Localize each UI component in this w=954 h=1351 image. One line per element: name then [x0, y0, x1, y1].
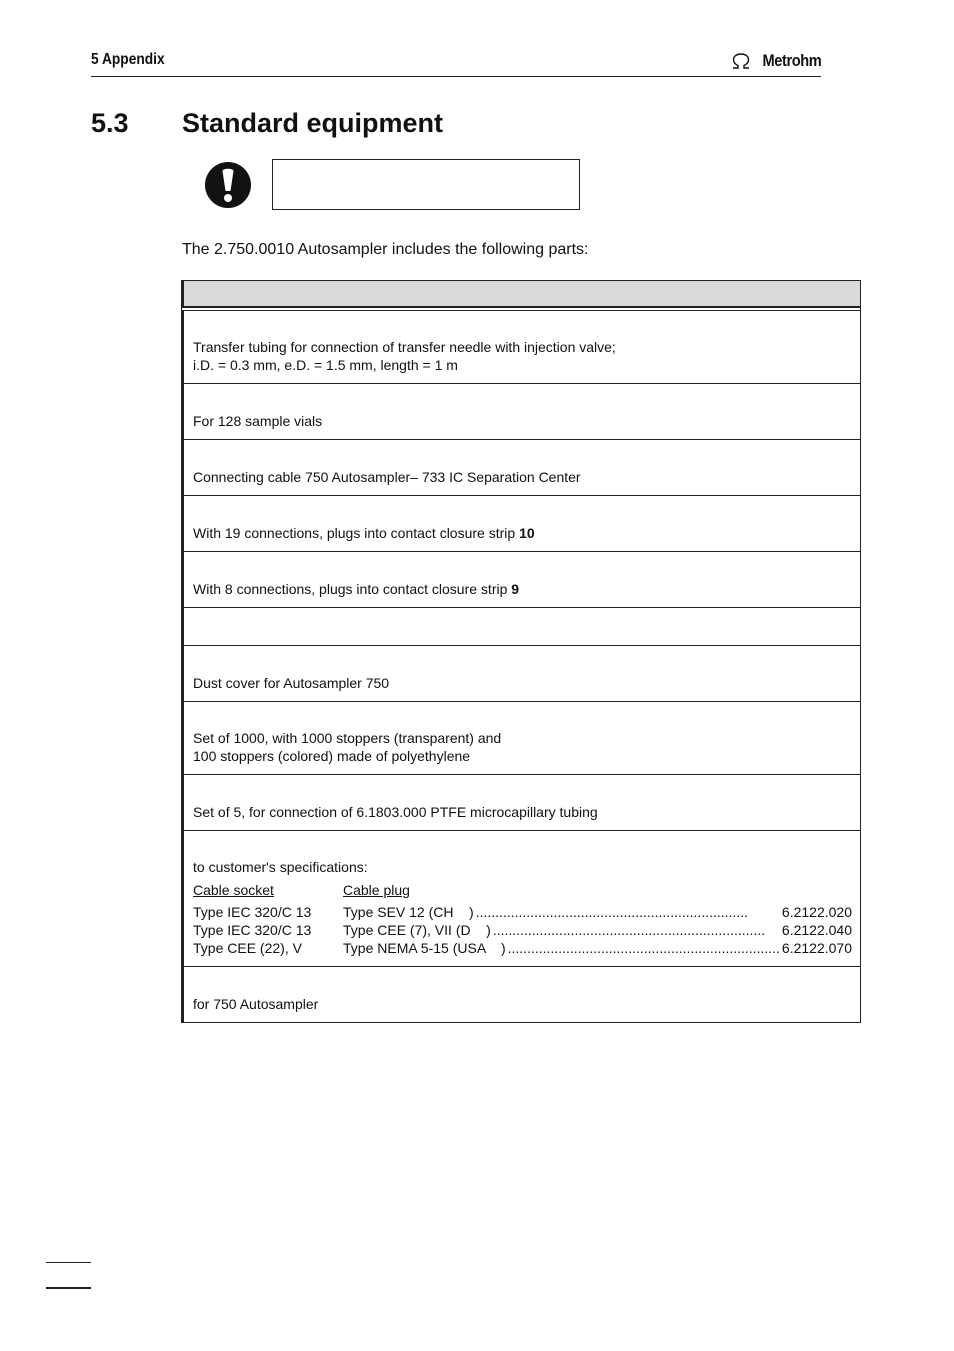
table-header-row — [182, 281, 861, 308]
note-box — [272, 159, 580, 210]
cable-plug: Type NEMA 5-15 (USA ) — [343, 940, 506, 956]
margin-rule — [46, 1262, 91, 1263]
table-row — [182, 831, 861, 967]
page-header — [91, 50, 821, 77]
description-cell — [184, 646, 861, 702]
description-cell — [184, 608, 861, 646]
leader-dots — [493, 921, 780, 939]
cable-plug-entry — [343, 939, 852, 957]
header-section-label: 5 Appendix — [91, 51, 165, 68]
leader-dots — [508, 939, 780, 957]
description-line: to customer's specifications: — [193, 859, 368, 875]
brand-name: Metrohm — [762, 51, 821, 70]
cable-table — [193, 881, 852, 957]
table-row — [182, 967, 861, 1023]
cable-order-code: 6.2122.070 — [781, 940, 852, 956]
cable-socket: Type IEC 320/C 13 — [193, 904, 312, 920]
table-row — [182, 311, 861, 384]
cable-socket: Type CEE (22), V — [193, 940, 302, 956]
table-row — [182, 702, 861, 775]
description-cell — [184, 831, 861, 967]
description-text: With 8 connections, plugs into contact closure strip — [193, 581, 512, 597]
socket-column-header: Cable socket — [193, 882, 274, 898]
cable-order-code: 6.2122.040 — [781, 922, 852, 938]
cable-socket: Type IEC 320/C 13 — [193, 922, 312, 938]
cable-plug: Type SEV 12 (CH ) — [343, 904, 474, 920]
section-title: Standard equipment — [182, 108, 444, 138]
plug-column-header: Cable plug — [343, 882, 410, 898]
table-row — [182, 552, 861, 608]
description-cell — [184, 702, 861, 775]
cable-plug-entry — [343, 903, 852, 921]
description-cell — [184, 967, 861, 1023]
description-cell — [184, 440, 861, 496]
description-text: With 19 connections, plugs into contact closure strip — [193, 525, 520, 541]
margin-rule — [46, 1287, 91, 1289]
description-line: Transfer tubing for connection of transfer needle with injection valve; — [193, 339, 616, 355]
table-row — [182, 384, 861, 440]
strip-number: 9 — [511, 581, 520, 597]
table-row — [182, 775, 861, 831]
description-line: for 750 Autosampler — [193, 996, 319, 1012]
brand-logo — [731, 51, 821, 71]
header-cell — [184, 281, 861, 308]
leader-dots — [476, 903, 780, 921]
table-row — [182, 440, 861, 496]
cable-order-code: 6.2122.020 — [781, 904, 852, 920]
description-line: Connecting cable 750 Autosampler– 733 IC Separation Center — [193, 469, 581, 485]
cable-plug-entry — [343, 921, 852, 939]
description-cell — [184, 552, 861, 608]
strip-number: 10 — [519, 525, 535, 541]
description-line: i.D. = 0.3 mm, e.D. = 1.5 mm, length = 1 m — [193, 357, 458, 373]
description-line: For 128 sample vials — [193, 413, 323, 429]
warning-icon — [204, 161, 252, 209]
description-cell — [184, 775, 861, 831]
description-line: 100 stoppers (colored) made of polyethylene — [193, 748, 471, 764]
description-line: Set of 1000, with 1000 stoppers (transparent) and — [193, 730, 502, 746]
description-cell — [184, 496, 861, 552]
table-row — [182, 646, 861, 702]
cable-plug: Type CEE (7), VII (D ) — [343, 922, 491, 938]
parts-table — [181, 280, 861, 1023]
description-cell — [184, 311, 861, 384]
table-row — [182, 496, 861, 552]
intro-text: The 2.750.0010 Autosampler includes the following parts: — [182, 241, 589, 258]
omega-logo-icon — [731, 53, 751, 69]
description-line: Set of 5, for connection of 6.1803.000 PTFE microcapillary tubing — [193, 804, 598, 820]
table-row — [182, 608, 861, 646]
section-number: 5.3 — [91, 108, 129, 138]
description-line: Dust cover for Autosampler 750 — [193, 675, 390, 691]
description-cell — [184, 384, 861, 440]
